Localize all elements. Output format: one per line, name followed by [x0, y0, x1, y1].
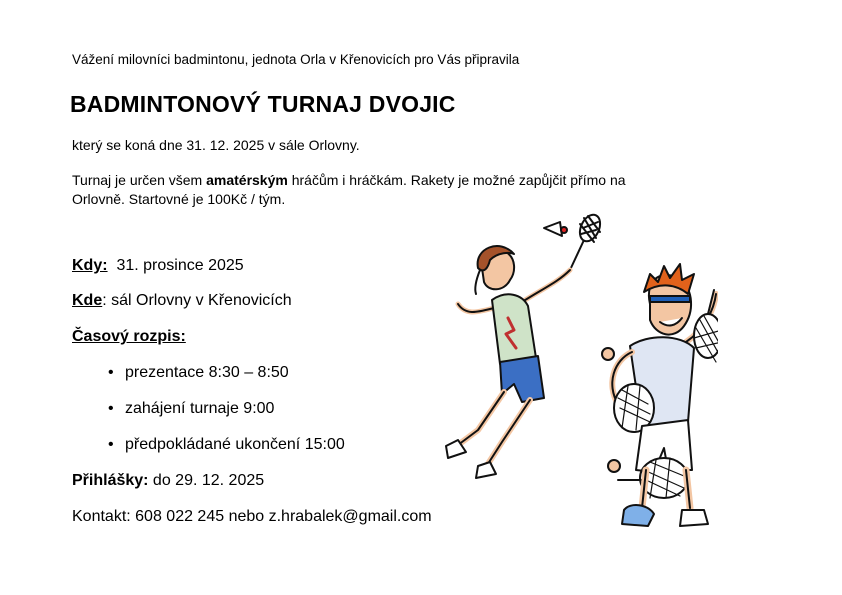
schedule-item: zahájení turnaje 9:00 [125, 400, 275, 417]
where-value: : sál Orlovny v Křenovicích [102, 292, 292, 309]
when-label: Kdy: [72, 257, 108, 274]
schedule-item: předpokládané ukončení 15:00 [125, 436, 345, 453]
bullet-icon: • [108, 364, 114, 381]
schedule-label: Časový rozpis: [72, 328, 186, 345]
description-paragraph [72, 171, 626, 209]
registration-value: do 29. 12. 2025 [148, 472, 265, 489]
where-row [72, 292, 292, 310]
registration-label: Přihlášky: [72, 472, 149, 489]
description-part2: hráčům i hráčkám. Rakety je možné zapůjčit přímo na [287, 172, 626, 188]
where-label: Kde [72, 292, 103, 309]
list-item [108, 364, 289, 382]
badminton-players-icon [418, 208, 718, 548]
bullet-icon: • [108, 400, 114, 417]
schedule-item: prezentace 8:30 – 8:50 [125, 364, 289, 381]
description-part1: Turnaj je určen všem [72, 172, 207, 188]
when-value: 31. prosince 2025 [116, 257, 244, 274]
when-row [72, 257, 244, 275]
intro-text: Vážení milovníci badmintonu, jednota Orla v Křenovicích pro Vás připravila [72, 52, 520, 67]
contact-line: Kontakt: 608 022 245 nebo z.hrabalek@gmail.com [72, 508, 432, 525]
bullet-icon: • [108, 436, 114, 453]
registration-row [72, 472, 264, 490]
page-title: BADMINTONOVÝ TURNAJ DVOJIC [70, 91, 456, 117]
event-date-line: který se koná dne 31. 12. 2025 v sále Orlovny. [72, 137, 360, 153]
list-item [108, 436, 345, 454]
description-line2: Orlovně. Startovné je 100Kč / tým. [72, 191, 286, 207]
schedule-heading [72, 328, 186, 346]
shuttlecock-icon [544, 222, 567, 236]
description-bold: amatérským [206, 172, 288, 188]
list-item [108, 400, 274, 418]
